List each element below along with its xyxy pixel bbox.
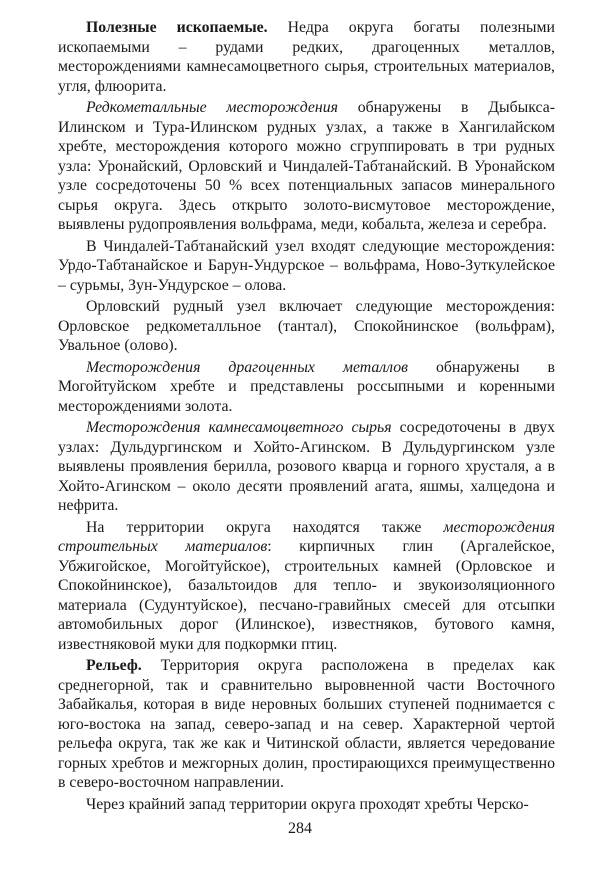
heading-relief: Рельеф. <box>86 657 142 674</box>
paragraph-ridges <box>58 795 555 815</box>
paragraph-minerals <box>58 18 555 96</box>
paragraph-text: обнаружены в Дыбыкса-Илинском и Тура-Илинском рудных узлах, а также в Хангилайском хребте, месторождения которого можно сгруппировать в три рудных узла: Уронайский, Орловский и Чиндалей-Табтанайский. В Уронайском узле сосредоточены 50 % всех потенциальных запасов минерального сырья округа. Здесь открыто золото-висмутовое месторождение, выявлены рудопроявления вольфрама, меди, кобальта, железа и серебра. <box>58 99 555 233</box>
paragraph-rare-metals <box>58 98 555 235</box>
paragraph-text: : кирпичных глин (Аргалейское, Убжигойское, Могойтуйское), строительных камней (Орловское и Спокойнинское), базальтоидов для тепло- и звукоизоляционного материала (Судунтуйское), песчано-гравийных смесей для отсыпки автомобильных дорог (Илинское), известняков, бутового камня, известняковой муки для подкормки птиц. <box>58 538 555 653</box>
paragraph-chindalei-node <box>58 237 555 296</box>
paragraph-text-pre: На территории округа находятся также <box>86 518 444 536</box>
term-gemstone-deposits: Месторождения камнесамоцветного сырья <box>86 419 392 436</box>
page-number: 284 <box>288 820 312 837</box>
paragraph-text: Недра округа богаты полезными ископаемыми – рудами редких, драгоценных металлов, месторождениями камнесамоцветного сырья, строительных материалов, угля, флюорита. <box>58 19 555 95</box>
term-rare-metal-deposits: Редкометалльные месторождения <box>86 99 338 116</box>
paragraph-text: Через крайний запад территории округа проходят хребты Черско- <box>86 795 529 813</box>
heading-minerals: Полезные ископаемые. <box>86 19 268 36</box>
paragraph-text: В Чиндалей-Табтанайский узел входят следующие месторождения: Урдо-Табтанайское и Барун-Ундурское – вольфрама, Ново-Зуткулейское – сурьмы, Зун-Ундурское – олова. <box>58 237 555 294</box>
paragraph-precious-metals <box>58 358 555 417</box>
paragraph-gemstones <box>58 418 555 516</box>
term-precious-metal-deposits: Месторождения драгоценных металлов <box>86 358 409 376</box>
paragraph-text: сосредоточены в двух узлах: Дульдургинском и Хойто-Агинском. В Дульдургинском узле выявлены проявления берилла, розового кварца и горного хрусталя, а в Хойто-Агинском – около десяти проявлений агата, яшмы, халцедона и нефрита. <box>58 419 555 514</box>
paragraph-text: обнаружены в Могойтуйском хребте и представлены россыпными и коренными месторождениями золота. <box>58 358 555 415</box>
term-building-material-deposits: месторождения строительных материалов <box>58 518 555 555</box>
paragraph-building-materials <box>58 518 555 655</box>
paragraph-relief <box>58 656 555 793</box>
paragraph-text: Орловский рудный узел включает следующие месторождения: Орловское редкометалльное (тантал), Спокойнинское (вольфрам), Увальное (олово). <box>58 298 555 354</box>
paragraph-text: Территория округа расположена в пределах как среднегорной, так и сравнительно выровненной части Восточного Забайкалья, которая в виде неровных больших ступеней поднимается с юго-востока на запад, северо-запад и на север. Характерной чертой рельефа округа, так же как и Читинской области, является чередование горных хребтов и межгорных долин, простирающихся преимущественно в северо-восточном направлении. <box>58 657 555 791</box>
paragraph-orlovsky-node <box>58 297 555 356</box>
page-body <box>58 18 555 816</box>
